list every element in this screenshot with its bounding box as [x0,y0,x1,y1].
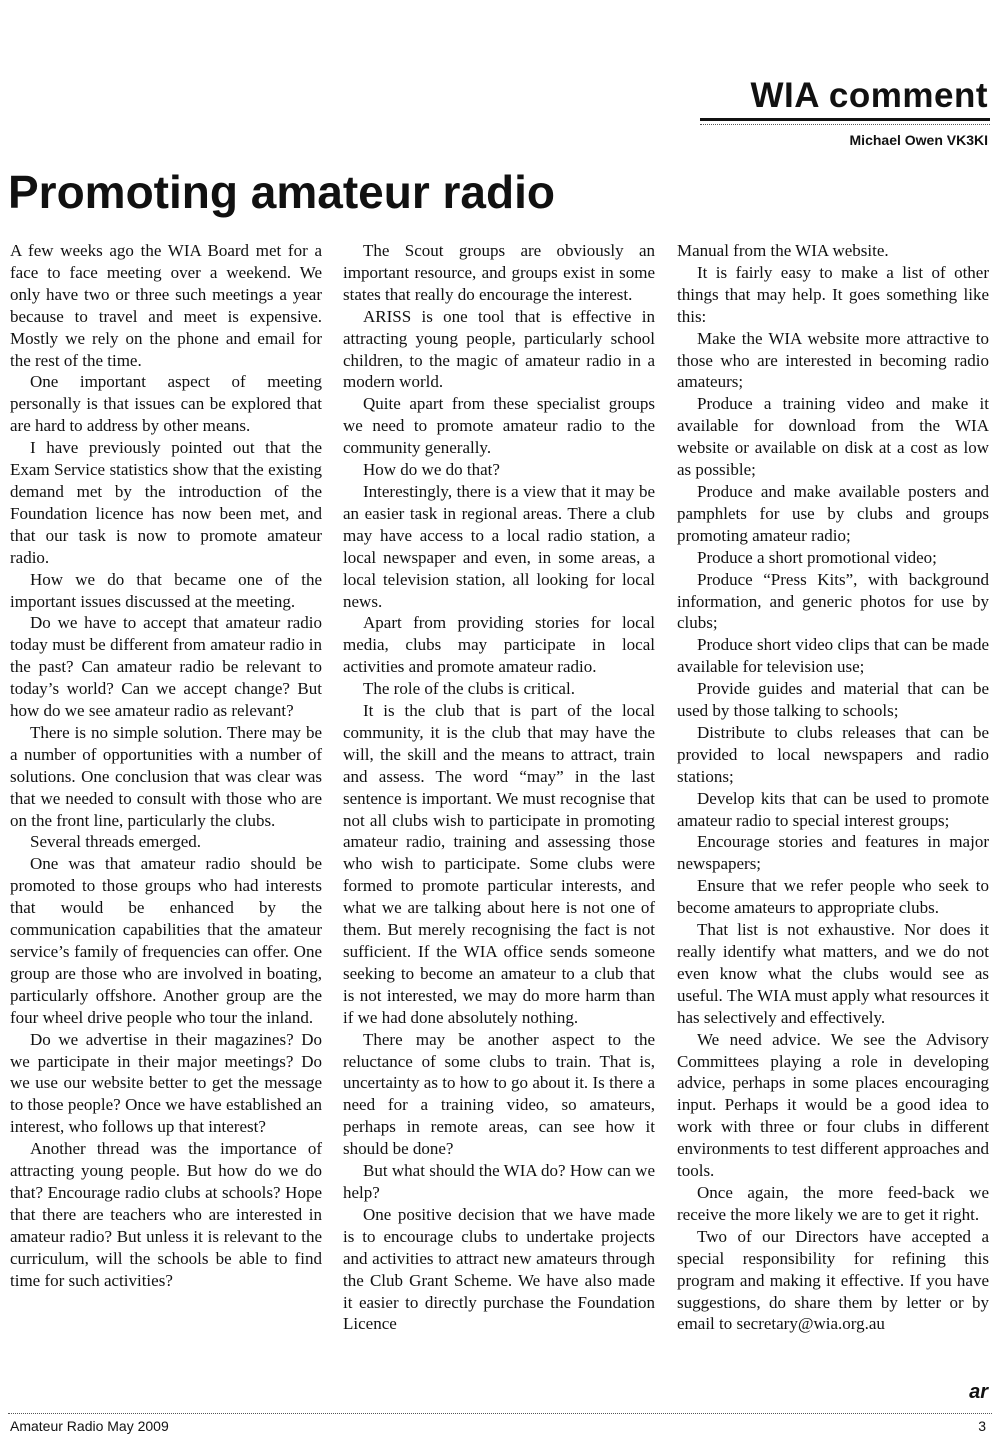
paragraph: The Scout groups are obviously an important resource, and groups exist in some states that really do encourage the interest. [343,241,655,304]
paragraph: Apart from providing stories for local media, clubs may participate in local activities and promote amateur radio. [343,613,655,677]
end-mark: ar [969,1381,988,1403]
paragraph: The role of the clubs is critical. [363,679,575,699]
paragraph: I have previously pointed out that the Exam Service statistics show that the existing demand met by the introduction of the Foundation licence has now been met, and that our task is now to promote amateur radio. [10,438,322,567]
paragraph: Develop kits that can be used to promote amateur radio to special interest groups; [677,788,989,830]
paragraph: Quite apart from these specialist groups we need to promote amateur radio to the community generally. [343,394,655,458]
paragraph: Once again, the more feed-back we receive the more likely we are to get it right. [677,1182,989,1224]
paragraph: Distribute to clubs releases that can be provided to local newspapers and radio stations; [677,722,989,786]
paragraph: Produce and make available posters and pamphlets for use by clubs and groups promoting amateur radio; [677,481,989,545]
paragraph: Provide guides and material that can be used by those talking to schools; [677,679,989,721]
paragraph: It is fairly easy to make a list of other things that may help. It goes something like this: [677,262,989,326]
paragraph: One important aspect of meeting personally is that issues can be explored that are hard to address by other means. [10,372,322,436]
section-rule-dotted [700,124,990,125]
paragraph: How do we do that? [363,460,500,480]
section-rule [700,118,990,121]
paragraph: Ensure that we refer people who seek to become amateurs to appropriate clubs. [677,876,989,918]
article-column-1 [10,240,322,1292]
paragraph: Encourage stories and features in major newspapers; [677,832,989,874]
paragraph: Make the WIA website more attractive to those who are interested in becoming radio amateurs; [677,328,989,392]
paragraph: Produce a training video and make it available for download from the WIA website or available on disk at a cost as low as possible; [677,394,989,480]
paragraph: One was that amateur radio should be promoted to those groups who had interests that would be enhanced by the communication capabilities that the amateur service’s family of frequencies can offer. One group are those who are involved in boating, particularly offshore. Another group are the four wheel drive people who tour the inland. [10,854,322,1027]
paragraph: How we do that became one of the important issues discussed at the meeting. [10,569,322,611]
footer-rule [8,1413,992,1414]
paragraph: A few weeks ago the WIA Board met for a face to face meeting over a weekend. We only have two or three such meetings a year because to travel and meet is expensive. Mostly we rely on the phone and email for the rest of the time. [10,241,322,370]
article-column-2 [343,240,655,1335]
paragraph: Manual from the WIA website. [677,241,889,260]
paragraph: Two of our Directors have accepted a special responsibility for refining this program and making it effective. If you have suggestions, do share them by letter or by email to secretary@wia.org.au [677,1226,989,1334]
footer-publication: Amateur Radio May 2009 [10,1418,169,1434]
author-byline: Michael Owen VK3KI [849,132,988,148]
paragraph: Produce short video clips that can be made available for television use; [677,635,989,677]
paragraph: It is the club that is part of the local community, it is the club that may have the will, the skill and the means to attract, train and assess. The word “may” in the last sentence is important. We must recognise that not all clubs wish to participate in promoting amateur radio, training and assessing those who wish to participate. Some clubs were formed to promote particular interests, and what we are talking about here is not one of them. But merely recognising the fact is not sufficient. If the WIA office sends someone seeking to become an amateur to a club that is not interested, we may do more harm than if we had done absolutely nothing. [343,701,655,1027]
paragraph: We need advice. We see the Advisory Committees playing a role in developing advice, perhaps in some places encouraging input. Perhaps it would be a good idea to work with three or four clubs in different environments to test different approaches and tools. [677,1029,989,1181]
paragraph: Do we have to accept that amateur radio today must be different from amateur radio in the past? Can amateur radio be relevant to today’s world? Can we accept change? But how do we see amateur radio as relevant? [10,613,322,721]
paragraph: ARISS is one tool that is effective in attracting young people, particularly school children, to the magic of amateur radio in a modern world. [343,306,655,392]
paragraph: Several threads emerged. [30,832,202,852]
paragraph: Produce a short promotional video; [697,547,937,567]
paragraph: One positive decision that we have made is to encourage clubs to undertake projects and activities to attract new amateurs through the Club Grant Scheme. We have also made it easier to directly purchase the Foundation Licence [343,1204,655,1334]
paragraph: There may be another aspect to the reluctance of some clubs to train. That is, uncertainty as to how to go about it. Is there a need for a training video, so amateurs, perhaps in remote areas, can see how it should be done? [343,1029,655,1159]
paragraph: Do we advertise in their magazines? Do we participate in their major meetings? Do we use our website better to get the message to those people? Once we have established an interest, who follows up that interest? [10,1029,322,1137]
headline: Promoting amateur radio [8,166,555,218]
section-title: WIA comment [750,76,988,115]
paragraph: There is no simple solution. There may be a number of opportunities with a number of solutions. One conclusion that was clear was that we needed to consult with those who are on the front line, particularly the clubs. [10,722,322,830]
footer-page-number: 3 [978,1418,986,1434]
paragraph: Another thread was the importance of attracting young people. But how do we do that? Encourage radio clubs at schools? Hope that there are teachers who are interested in amateur radio? But unless it is relevant to the curriculum, will the schools be able to find time for such activities? [10,1139,322,1290]
paragraph: Produce “Press Kits”, with background information, and generic photos for use by clubs; [677,569,989,633]
paragraph: That list is not exhaustive. Nor does it really identify what matters, and we do not even know what the clubs would see as useful. The WIA must apply what resources it has selectively and effectively. [677,920,989,1027]
article-column-3 [677,240,989,1335]
paragraph: But what should the WIA do? How can we help? [343,1161,655,1202]
paragraph: Interestingly, there is a view that it may be an easier task in regional areas. There a club may have access to a local radio station, a local newspaper and even, in some areas, a local television station, all looking for local news. [343,481,655,611]
